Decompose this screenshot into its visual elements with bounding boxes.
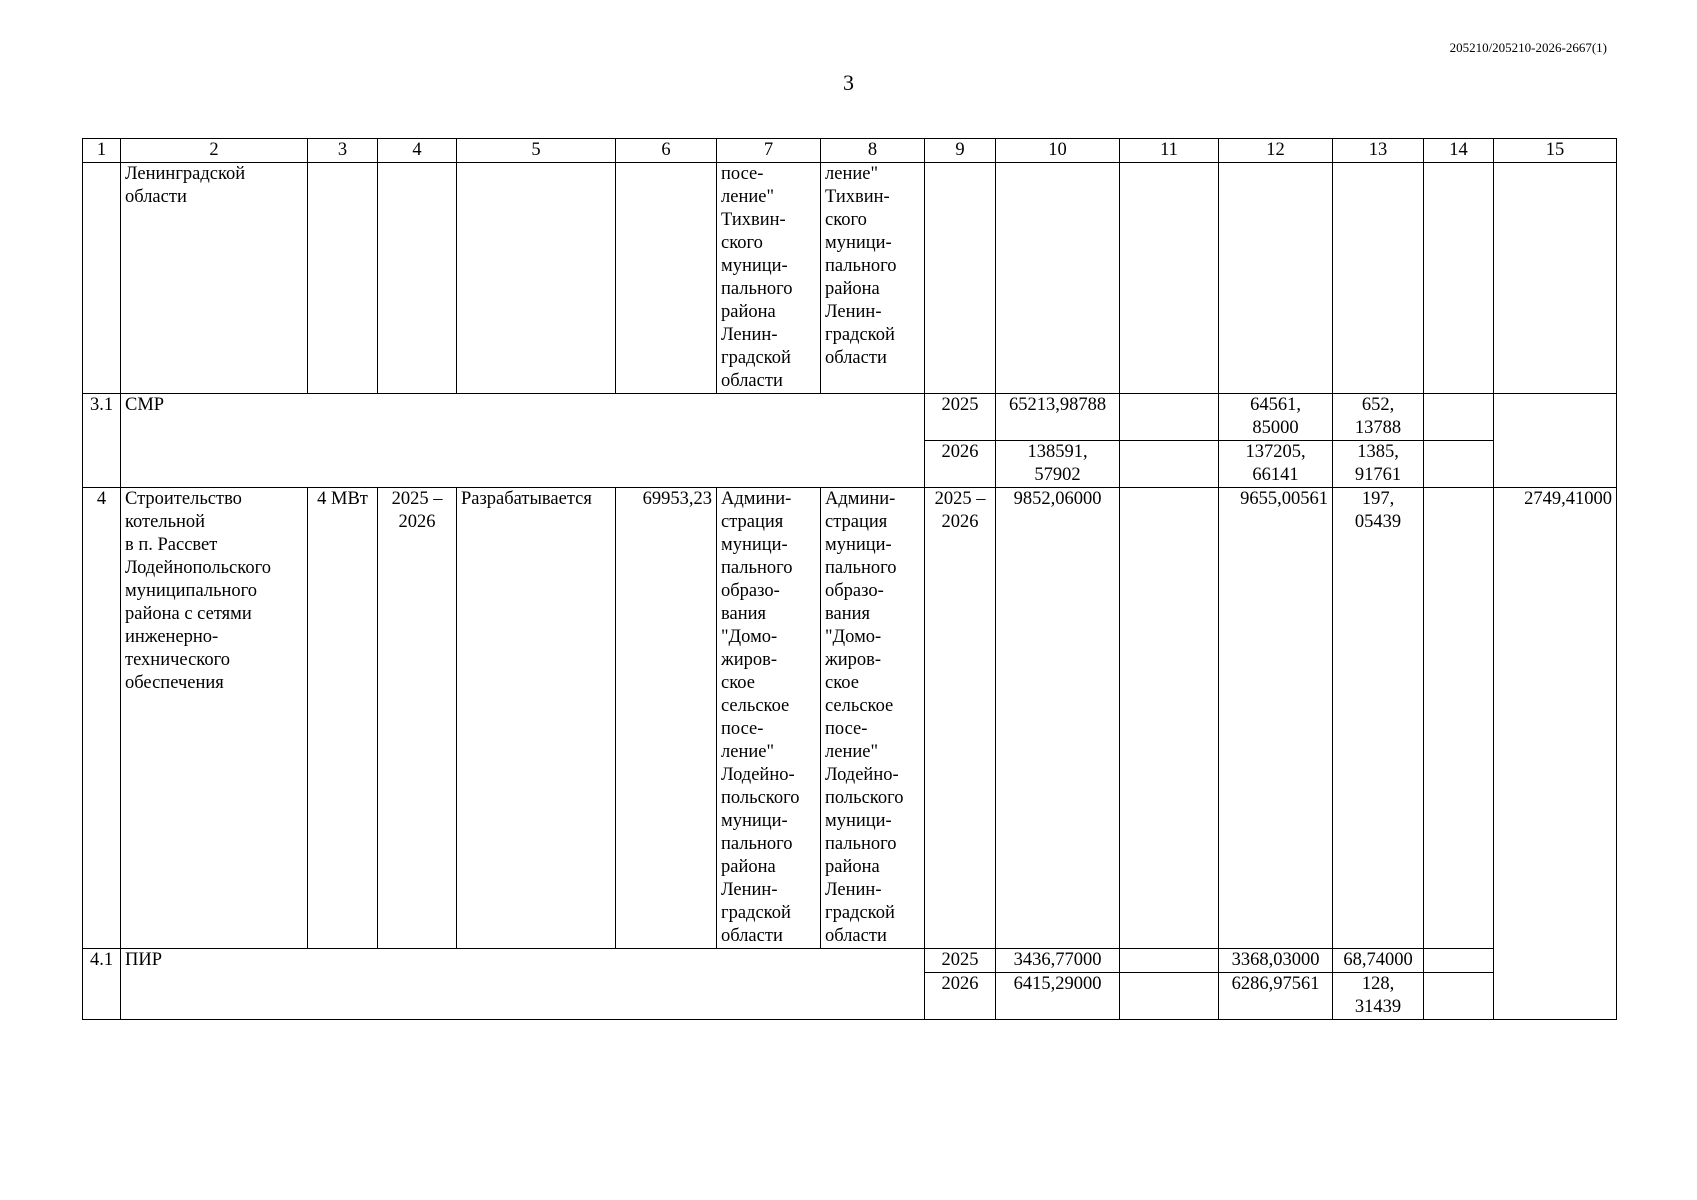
table-cell: [457, 163, 616, 394]
header-cell: 3: [308, 139, 378, 163]
local-budget-cell: 128, 31439: [1333, 973, 1424, 1020]
cost-cell: 69953,23: [616, 488, 717, 949]
table-cell: [1120, 488, 1219, 949]
header-row: [83, 139, 1617, 163]
regional-budget-cell: 6286,97561: [1219, 973, 1333, 1020]
header-cell: 13: [1333, 139, 1424, 163]
table-cell: [308, 163, 378, 394]
table-cell: [1120, 973, 1219, 1020]
row-number-cell: 4.1: [83, 949, 121, 1020]
developer-cell: ление" Тихвин- ского муници- пального района Ленин- градской области: [821, 163, 925, 394]
table-row-continuation: [83, 163, 1617, 394]
table-cell: [1494, 394, 1617, 488]
total-cell: 9852,06000: [996, 488, 1120, 949]
table-row-4-1-2025: [83, 949, 1617, 973]
table-row-4: [83, 488, 1617, 949]
header-cell: 5: [457, 139, 616, 163]
table-cell: [1494, 163, 1617, 394]
object-name-cell: Ленинградской области: [121, 163, 308, 394]
header-cell: 12: [1219, 139, 1333, 163]
customer-cell: Админи- страция муници- пального образо- вания "Домо- жиров- ское сельское посе- ление" Лодейно- польского муници- пального района Ленин- градской области: [717, 488, 821, 949]
page-number: 3: [843, 70, 854, 95]
header-cell: 7: [717, 139, 821, 163]
row-number-cell: 3.1: [83, 394, 121, 488]
table-cell: [83, 163, 121, 394]
header-cell: 14: [1424, 139, 1494, 163]
table-cell: [1424, 441, 1494, 488]
table-cell: [1424, 163, 1494, 394]
header-cell: 9: [925, 139, 996, 163]
data-table: [82, 138, 1617, 1020]
header-cell: 15: [1494, 139, 1617, 163]
table-cell: [1219, 163, 1333, 394]
local-budget-cell: 197, 05439: [1333, 488, 1424, 949]
year-cell: 2025: [925, 394, 996, 441]
period-cell: 2025 – 2026: [925, 488, 996, 949]
table-row-3-1-2025: [83, 394, 1617, 441]
stage-label-cell: СМР: [121, 394, 925, 488]
regional-budget-cell: 9655,00561: [1219, 488, 1333, 949]
document-id: 205210/205210-2026-2667(1): [1449, 40, 1607, 55]
table-cell: [1120, 949, 1219, 973]
table-cell: [1424, 394, 1494, 441]
table-cell: [1424, 949, 1494, 973]
total-cell: 6415,29000: [996, 973, 1120, 1020]
total-cell: 138591, 57902: [996, 441, 1120, 488]
local-budget-cell: 652, 13788: [1333, 394, 1424, 441]
table-cell: [1424, 488, 1494, 949]
table-cell: [1120, 394, 1219, 441]
year-cell: 2026: [925, 441, 996, 488]
regional-budget-cell: 3368,03000: [1219, 949, 1333, 973]
table-cell: [1120, 163, 1219, 394]
status-cell: Разрабатывается: [457, 488, 616, 949]
local-budget-cell: 1385, 91761: [1333, 441, 1424, 488]
regional-budget-cell: 64561, 85000: [1219, 394, 1333, 441]
header-cell: 11: [1120, 139, 1219, 163]
power-cell: 4 МВт: [308, 488, 378, 949]
header-cell: 1: [83, 139, 121, 163]
header-cell: 6: [616, 139, 717, 163]
column-15-cell: 2749,41000: [1494, 488, 1617, 1020]
regional-budget-cell: 137205, 66141: [1219, 441, 1333, 488]
total-cell: 65213,98788: [996, 394, 1120, 441]
local-budget-cell: 68,74000: [1333, 949, 1424, 973]
header-cell: 10: [996, 139, 1120, 163]
table-cell: [996, 163, 1120, 394]
total-cell: 3436,77000: [996, 949, 1120, 973]
table-cell: [925, 163, 996, 394]
table-cell: [1120, 441, 1219, 488]
header-cell: 8: [821, 139, 925, 163]
table-cell: [616, 163, 717, 394]
header-cell: 2: [121, 139, 308, 163]
row-number-cell: 4: [83, 488, 121, 949]
table-cell: [378, 163, 457, 394]
header-cell: 4: [378, 139, 457, 163]
year-cell: 2026: [925, 973, 996, 1020]
customer-cell: посе- ление" Тихвин- ского муници- пального района Ленин- градской области: [717, 163, 821, 394]
table-cell: [1333, 163, 1424, 394]
object-name-cell: Строительство котельной в п. Рассвет Лодейнопольского муниципального района с сетями инженерно- технического обеспечения: [121, 488, 308, 949]
stage-label-cell: ПИР: [121, 949, 925, 1020]
developer-cell: Админи- страция муници- пального образо- вания "Домо- жиров- ское сельское посе- ление" Лодейно- польского муници- пального района Ленин- градской области: [821, 488, 925, 949]
year-cell: 2025: [925, 949, 996, 973]
table-cell: [1424, 973, 1494, 1020]
years-cell: 2025 – 2026: [378, 488, 457, 949]
